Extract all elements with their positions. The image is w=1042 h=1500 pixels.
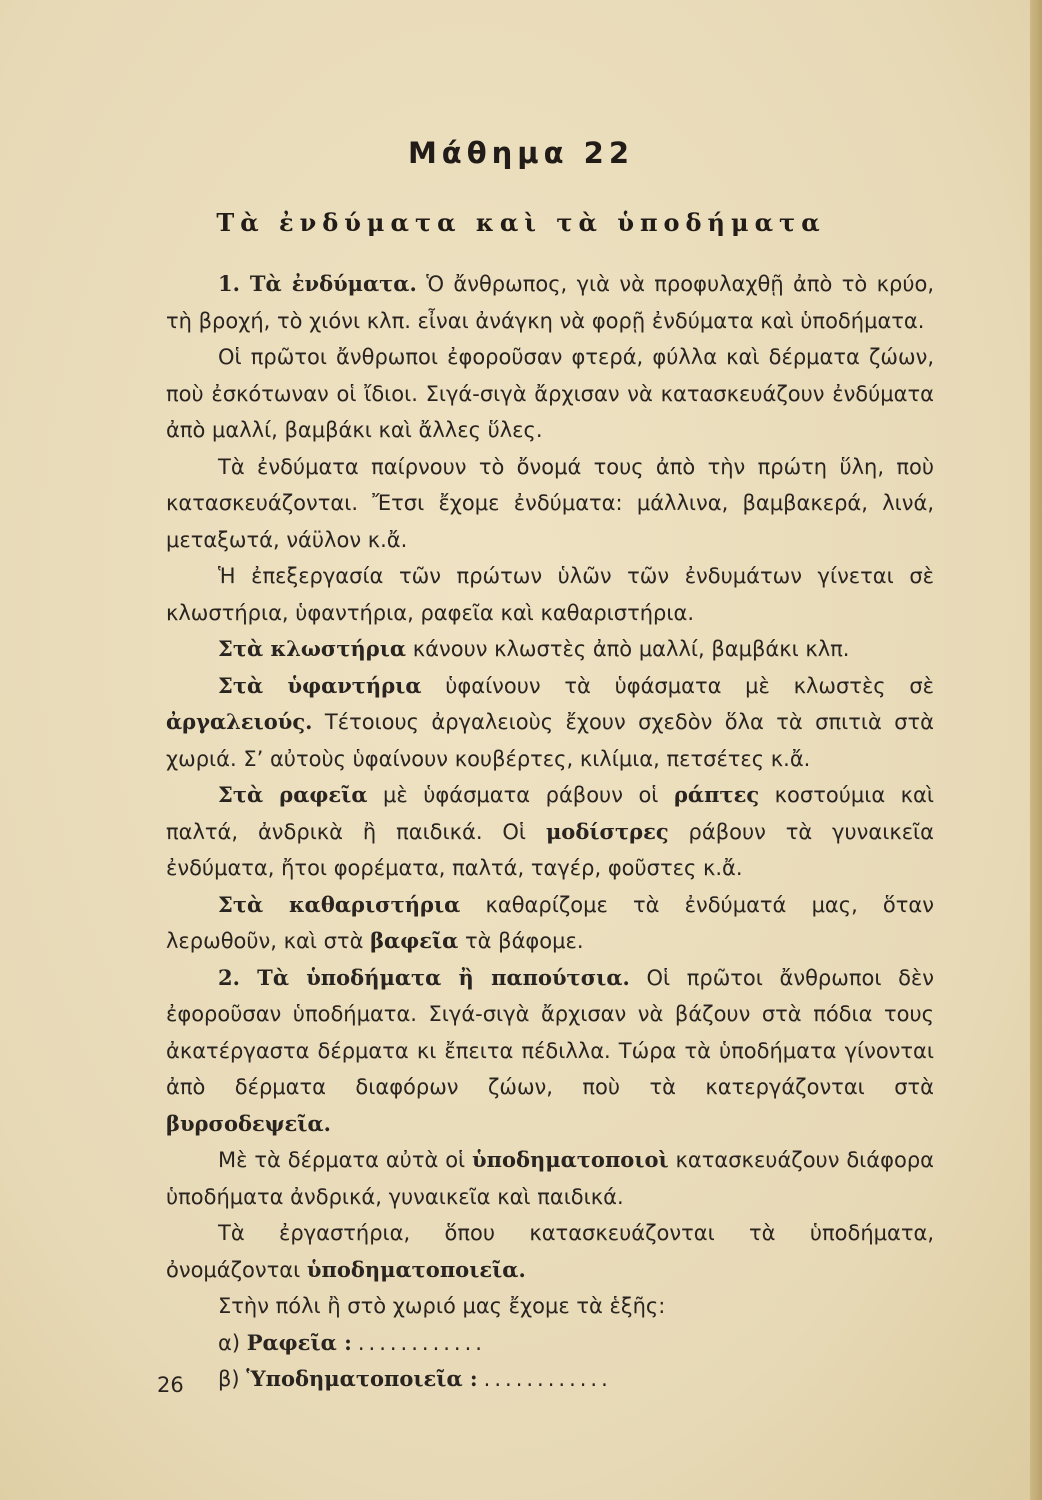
fill-in-blank[interactable]: ............	[483, 1367, 612, 1391]
lesson-title: Μάθημα 22	[407, 136, 635, 170]
body-text	[166, 266, 934, 1398]
paragraph-processing: Ἡ ἐπεξεργασία τῶν πρώτων ὑλῶν τῶν ἐνδυμάτων γίνεται σὲ κλωστήρια, ὑφαντήρια, ραφεῖα καὶ καθαριστήρια.	[166, 564, 934, 625]
paragraph-first-people: Οἱ πρῶτοι ἄνθρωποι ἐφοροῦσαν φτερά, φύλλα καὶ δέρματα ζώων, ποὺ ἐσκότωναν οἱ ἴδιοι. Σιγά-σιγὰ ἄρχισαν νὰ κατασκευάζουν ἐνδύματα ἀπὸ μαλλί, βαμβάκι καὶ ἄλλες ὕλες.	[166, 345, 934, 442]
paragraph-shoes-intro: 2. Τὰ ὑποδήματα ἢ παπούτσια. Οἱ πρῶτοι ἄνθρωποι δὲν ἐφοροῦσαν ὑποδήματα. Σιγά-σιγὰ ἄρχισαν νὰ βάζουν στὰ πόδια τους ἀκατέργαστα δέρματα κι ἔπειτα πέδιλλα. Τώρα τὰ ὑποδήματα γίνονται ἀπὸ δέρματα διαφόρων ζώων, ποὺ τὰ κατεργάζονται στὰ βυρσοδεψεῖα.	[166, 964, 934, 1136]
paragraph-clothes-intro: 1. Τὰ ἐνδύματα. Ὁ ἄνθρωπος, γιὰ νὰ προφυλαχθῇ ἀπὸ τὸ κρύο, τὴ βροχή, τὸ χιόνι κλπ. εἶναι ἀνάγκη νὰ φορῇ ἐνδύματα καὶ ὑποδήματα.	[166, 271, 935, 333]
paragraph-weaving-mills: Στὰ ὑφαντήρια ὑφαίνουν τὰ ὑφάσματα μὲ κλωστὲς σὲ ἀργαλειούς. Τέτοιους ἀργαλειοὺς ἔχουν σχεδὸν ὅλα τὰ σπιτιὰ στὰ χωριά. Σ’ αὐτοὺς ὑφαίνουν κουβέρτες, κιλίμια, πετσέτες κ.ἄ.	[166, 672, 935, 771]
paragraph-workshops: Τὰ ἐργαστήρια, ὅπου κατασκευάζονται τὰ ὑποδήματα, ὀνομάζονται ὑποδηματοποιεῖα.	[166, 1221, 934, 1282]
section-heading-shoes: 2. Τὰ ὑποδήματα ἢ παπούτσια.	[218, 964, 630, 990]
page-number: 26	[157, 1373, 184, 1397]
paragraph-tailors: Στὰ ραφεῖα μὲ ὑφάσματα ράβουν οἱ ράπτες κοστούμια καὶ παλτά, ἀνδρικὰ ἢ παιδικά. Οἱ μοδίστρες ράβουν τὰ γυναικεῖα ἐνδύματα, ἤτοι φορέματα, παλτά, ταγέρ, φοῦστες κ.ἄ.	[166, 782, 934, 880]
section-heading-clothes: 1. Τὰ ἐνδύματα.	[218, 271, 417, 296]
paragraph-spinning-mills: Στὰ κλωστήρια κάνουν κλωστὲς ἀπὸ μαλλί, βαμβάκι κλπ.	[218, 636, 850, 661]
fill-in-tailor-shops: α) Ραφεῖα : ............	[218, 1325, 934, 1362]
fill-in-shoe-workshops: β) Ὑποδηματοποιεῖα : ............	[218, 1361, 934, 1398]
fill-in-blank[interactable]: ............	[357, 1330, 486, 1355]
paragraph-cleaners: Στὰ καθαριστήρια καθαρίζομε τὰ ἐνδύματά μας, ὅταν λερωθοῦν, καὶ στὰ βαφεῖα τὰ βάφομε.	[166, 891, 934, 953]
lesson-subtitle: Τὰ ἐνδύματα καὶ τὰ ὑποδήματα	[216, 208, 826, 237]
paragraph-shoemakers: Μὲ τὰ δέρματα αὐτὰ οἱ ὑποδηματοποιοὶ κατασκευάζουν διάφορα ὑποδήματα ἀνδρικά, γυναικεῖα καὶ παιδικά.	[166, 1147, 934, 1209]
paragraph-exercise-prompt: Στὴν πόλι ἢ στὸ χωριό μας ἔχομε τὰ ἑξῆς:	[218, 1294, 666, 1318]
paragraph-material-names: Τὰ ἐνδύματα παίρνουν τὸ ὄνομά τους ἀπὸ τὴν πρώτη ὕλη, ποὺ κατασκευάζονται. Ἔτσι ἔχομε ἐνδύματα: μάλλινα, βαμβακερά, λινά, μεταξωτά, νάϋλον κ.ἄ.	[166, 454, 934, 552]
